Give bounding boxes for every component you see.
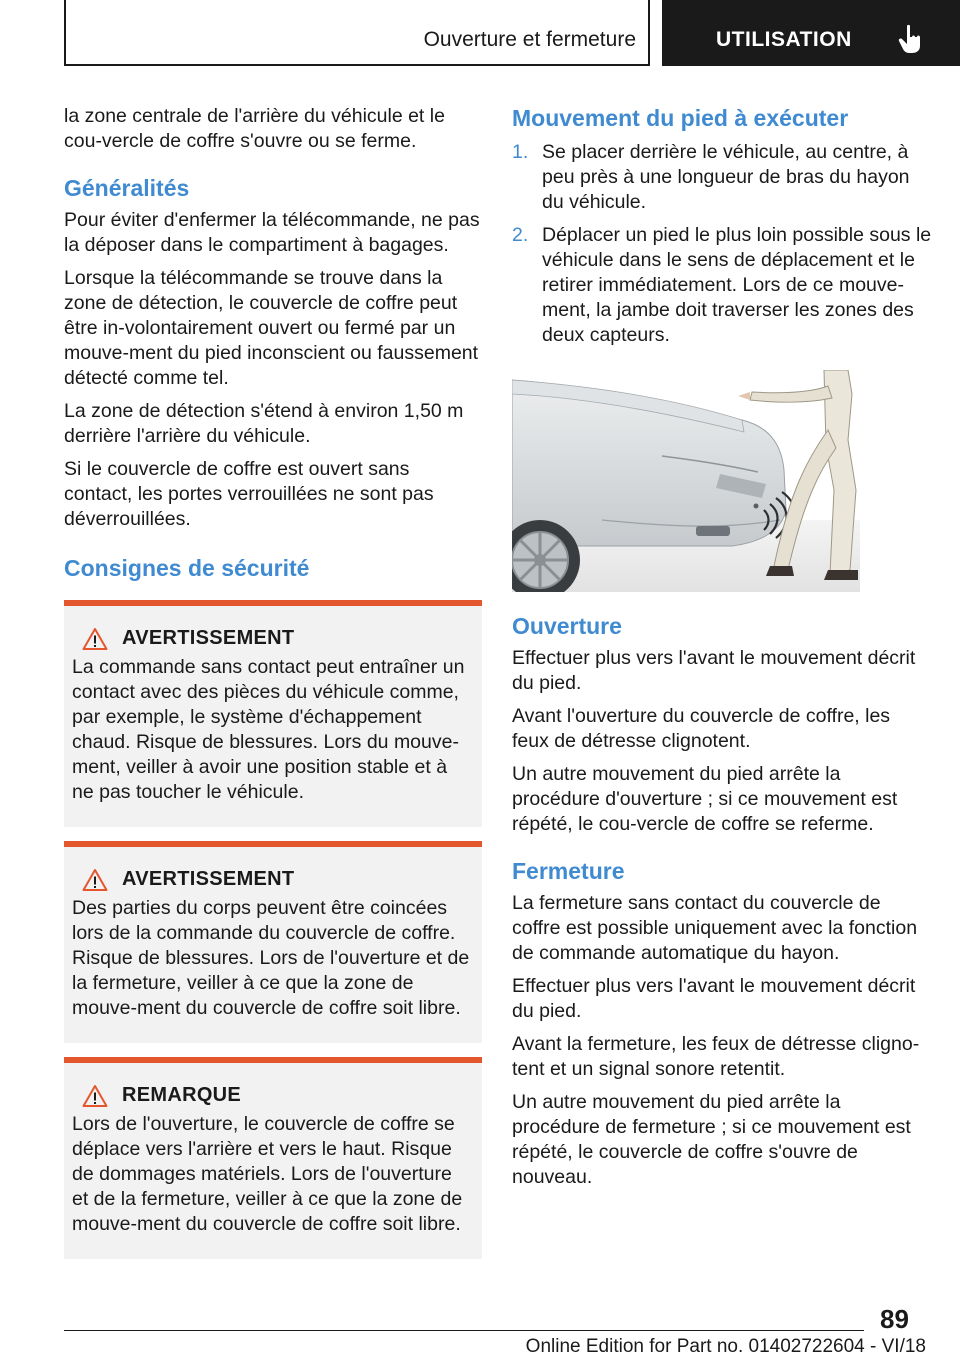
step-item <box>512 140 932 215</box>
step-number: 2. <box>512 224 529 246</box>
footer-rule <box>64 1330 864 1331</box>
edition-note: Online Edition for Part no. 01402722604 - VI/18 <box>525 1336 926 1357</box>
closing-paragraph: La fermeture sans contact du couvercle de coffre est possible uniquement avec la fonction de commande automatique du hayon. <box>512 892 918 964</box>
notice-box <box>64 1057 482 1259</box>
warning-header <box>72 867 472 892</box>
notice-text: Lors de l'ouverture, le couvercle de coffre se déplace vers l'arrière et vers le haut. Risque de dommages matériels. Lors de l'ouverture et de la fermeture, veiller à ce que la zone de mouve-ment du couvercle de coffre soit libre. <box>72 1113 463 1235</box>
warning-box <box>64 841 482 1043</box>
pointing-hand-icon <box>898 24 924 54</box>
section-title: Ouverture et fermeture <box>423 28 636 51</box>
general-paragraph: Lorsque la télécommande se trouve dans la zone de détection, le couvercle de coffre peut être in-volontairement ouvert ou fermé par un mouve-ment du pied inconscient ou faussement détecté comme tel. <box>64 267 479 389</box>
heading-consignes: Consignes de sécurité <box>64 555 310 581</box>
page-number: 89 <box>880 1304 909 1334</box>
header-bottom-rule <box>64 64 650 66</box>
intro-paragraph: la zone centrale de l'arrière du véhicule et le cou-vercle de coffre s'ouvre ou se ferme. <box>64 105 445 152</box>
chapter-tab <box>662 0 960 66</box>
notice-header <box>72 1083 472 1108</box>
warning-title: AVERTISSEMENT <box>122 868 295 890</box>
warning-text: Des parties du corps peuvent être coincées lors de la commande du couvercle de coffre. Risque de blessures. Lors de l'ouverture et de la fermeture, veiller à ce que la zone de mouve-ment du couvercle de coffre soit libre. <box>72 897 470 1019</box>
opening-paragraph: Un autre mouvement du pied arrête la procédure d'ouverture ; si ce mouvement est répété, le cou-vercle de coffre se referme. <box>512 763 898 835</box>
heading-mouvement: Mouvement du pied à exécuter <box>512 105 849 131</box>
general-paragraph: Pour éviter d'enfermer la télécommande, ne pas la déposer dans le compartiment à bagages. <box>64 209 480 256</box>
warning-title: AVERTISSEMENT <box>122 627 295 649</box>
heading-fermeture: Fermeture <box>512 858 625 884</box>
heading-ouverture: Ouverture <box>512 613 622 639</box>
opening-paragraph: Avant l'ouverture du couvercle de coffre, les feux de détresse clignotent. <box>512 705 891 752</box>
header-right-rule <box>648 0 650 66</box>
closing-paragraph: Un autre mouvement du pied arrête la procédure de fermeture ; si ce mouvement est répété, le couvercle de coffre s'ouvre de nouveau. <box>512 1091 911 1188</box>
notice-title: REMARQUE <box>122 1084 242 1106</box>
opening-paragraph: Effectuer plus vers l'avant le mouvement décrit du pied. <box>512 647 916 694</box>
right-column <box>512 104 932 1198</box>
step-item <box>512 223 932 348</box>
warning-header <box>72 626 472 651</box>
heading-generalites: Généralités <box>64 175 190 201</box>
step-text: Déplacer un pied le plus loin possible sous le véhicule dans le sens de déplacement et le retirer immédiatement. Lors de ce mouve-ment, la jambe doit traverser les zones des deux capteurs. <box>542 224 932 346</box>
foot-gesture-illustration <box>512 370 860 592</box>
warning-triangle-icon <box>82 627 108 651</box>
general-paragraph: La zone de détection s'étend à environ 1,50 m derrière l'arrière du véhicule. <box>64 400 464 447</box>
closing-paragraph: Avant la fermeture, les feux de détresse cligno-tent et un signal sonore retentit. <box>512 1033 920 1080</box>
warning-triangle-icon <box>82 868 108 892</box>
warning-box <box>64 600 482 827</box>
steps-list <box>512 140 932 348</box>
header-left-rule <box>64 0 66 66</box>
left-column <box>64 104 482 1259</box>
general-paragraph: Si le couvercle de coffre est ouvert sans contact, les portes verrouillées ne sont pas déverrouillées. <box>64 458 434 530</box>
step-number: 1. <box>512 141 529 163</box>
warning-triangle-icon <box>82 1084 108 1108</box>
chapter-tab-label: UTILISATION <box>716 28 852 51</box>
warning-text: La commande sans contact peut entraîner un contact avec des pièces du véhicule comme, par exemple, le système d'échappement chaud. Risque de blessures. Lors du mouve-ment, veiller à avoir une position stable et à ne pas toucher le véhicule. <box>72 656 465 803</box>
closing-paragraph: Effectuer plus vers l'avant le mouvement décrit du pied. <box>512 975 916 1022</box>
step-text: Se placer derrière le véhicule, au centre, à peu près à une longueur de bras du hayon du véhicule. <box>542 141 910 213</box>
